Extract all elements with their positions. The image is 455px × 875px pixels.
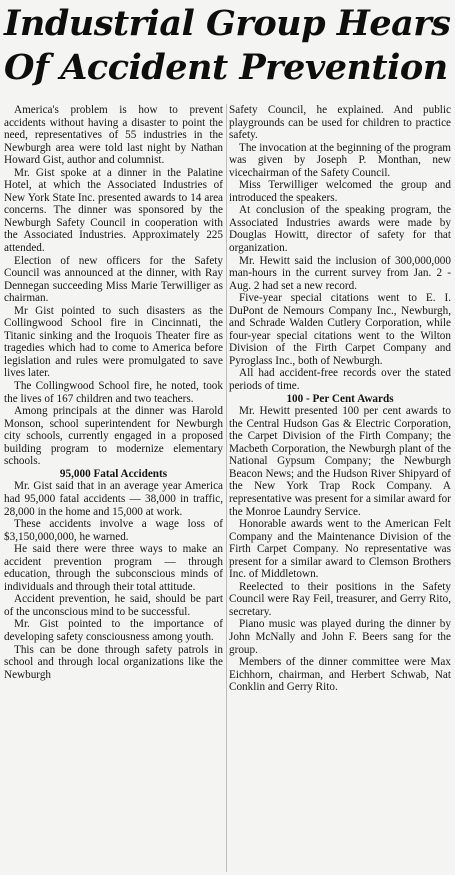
paragraph: This can be done through safety patrols in school and through local organizations like the Newburgh bbox=[4, 643, 223, 681]
subheading: 100 - Per Cent Awards bbox=[286, 392, 394, 405]
paragraph: Members of the dinner committee were Max Eichhorn, chairman, and Herbert Schwab, Nat Conklin and Gerry Rito. bbox=[229, 656, 451, 694]
paragraph: Mr Gist pointed to such disasters as the Collingwood School fire in Cincinnati, the Titanic sinking and the Iroquois Theater fire as tragedies which had to come to America before legislation and rules were promulgated to save lives later. bbox=[4, 304, 223, 380]
headline bbox=[4, 2, 451, 90]
paragraph: Piano music was played during the dinner by John McNally and John F. Beers sang for the group. bbox=[229, 618, 451, 656]
paragraph: Miss Terwilliger welcomed the group and introduced the speakers. bbox=[229, 179, 451, 204]
paragraph: Mr. Gist pointed to the importance of developing safety consciousness among youth. bbox=[4, 618, 223, 643]
paragraph: These accidents involve a wage loss of $3,150,000,000, he warned. bbox=[4, 518, 223, 543]
paragraph: Mr. Hewitt said the inclusion of 300,000,000 man-hours in the current survey from Jan. 2 - Aug. 2 had set a new record. bbox=[229, 254, 451, 292]
paragraph: Mr. Gist spoke at a dinner in the Palatine Hotel, at which the Associated Industries of New York State Inc. presented awards to 14 area concerns. The dinner was sponsored by the Newburgh Safety Council in cooperation with the Associated Industries. Approximately 225 attended. bbox=[4, 166, 223, 255]
paragraph: Safety Council, he explained. And public playgrounds can be used for children to practice safety. bbox=[229, 104, 451, 142]
paragraph: Mr. Gist said that in an average year America had 95,000 fatal accidents — 38,000 in traffic, 28,000 in the home and 15,000 at work. bbox=[4, 480, 223, 518]
paragraph: He said there were three ways to make an accident prevention program — through education, through the subconscious minds of individuals and through their total attitude. bbox=[4, 543, 223, 593]
subheading: 95,000 Fatal Accidents bbox=[59, 467, 168, 480]
headline-line-1: Industrial Group Hears bbox=[4, 3, 451, 44]
paragraph: All had accident-free records over the stated periods of time. bbox=[229, 367, 451, 393]
headline-line-2: Of Accident Prevention bbox=[4, 47, 448, 88]
paragraph: Election of new officers for the Safety Council was announced at the dinner, with Ray Dennegan succeeding Miss Marie Terwilliger as chairman. bbox=[4, 254, 223, 305]
paragraph: Honorable awards went to the American Felt Company and the Maintenance Division of the Firth Carpet Company. No representative was present for a similar award to Clemson Brothers Inc. of Middletown. bbox=[229, 518, 451, 581]
paragraph: Mr. Hewitt presented 100 per cent awards to the Central Hudson Gas & Electric Corporation, the Carpet Division of the Firth Company; the Macbeth Corporation, the Newburgh plant of the National Gypsum Company; the Newburgh Beacon News; and the Hudson River Shipyard of the New York Trap Rock Company. A representative was present for a similar award for the Monroe Laundry Service. bbox=[229, 405, 451, 518]
article-column-right bbox=[229, 104, 451, 694]
paragraph: Reelected to their positions in the Safety Council were Ray Feil, treasurer, and Gerry Rito, secretary. bbox=[229, 580, 451, 618]
paragraph: Accident prevention, he said, should be part of the unconscious mind to be successful. bbox=[4, 593, 223, 618]
paragraph: Five-year special citations went to E. I. DuPont de Nemours Company Inc., Newburgh, and Schrade Walden Cutlery Corporation, while four-year special citations went to the Wilton Division of the Firth Carpet Company and Pyroglass Inc., both of Newburgh. bbox=[229, 292, 451, 367]
paragraph: Among principals at the dinner was Harold Monson, school superintendent for Newburgh city schools, currently engaged in a proposed building program to modernize elementary schools. bbox=[4, 405, 223, 468]
paragraph: The invocation at the beginning of the program was given by Joseph P. Monthan, new vicechairman of the Safety Council. bbox=[229, 141, 451, 179]
article-column-left bbox=[4, 104, 223, 681]
paragraph: The Collingwood School fire, he noted, took the lives of 167 children and two teachers. bbox=[4, 380, 223, 405]
paragraph: America's problem is how to prevent accidents without having a disaster to point the need, representatives of 55 industries in the Newburgh area were told last night by Nathan Howard Gist, author and columnist. bbox=[4, 104, 223, 167]
paragraph: At conclusion of the speaking program, the Associated Industries awards were made by Douglas Howitt, director of safety for that organization. bbox=[229, 204, 451, 255]
column-divider bbox=[226, 104, 227, 872]
